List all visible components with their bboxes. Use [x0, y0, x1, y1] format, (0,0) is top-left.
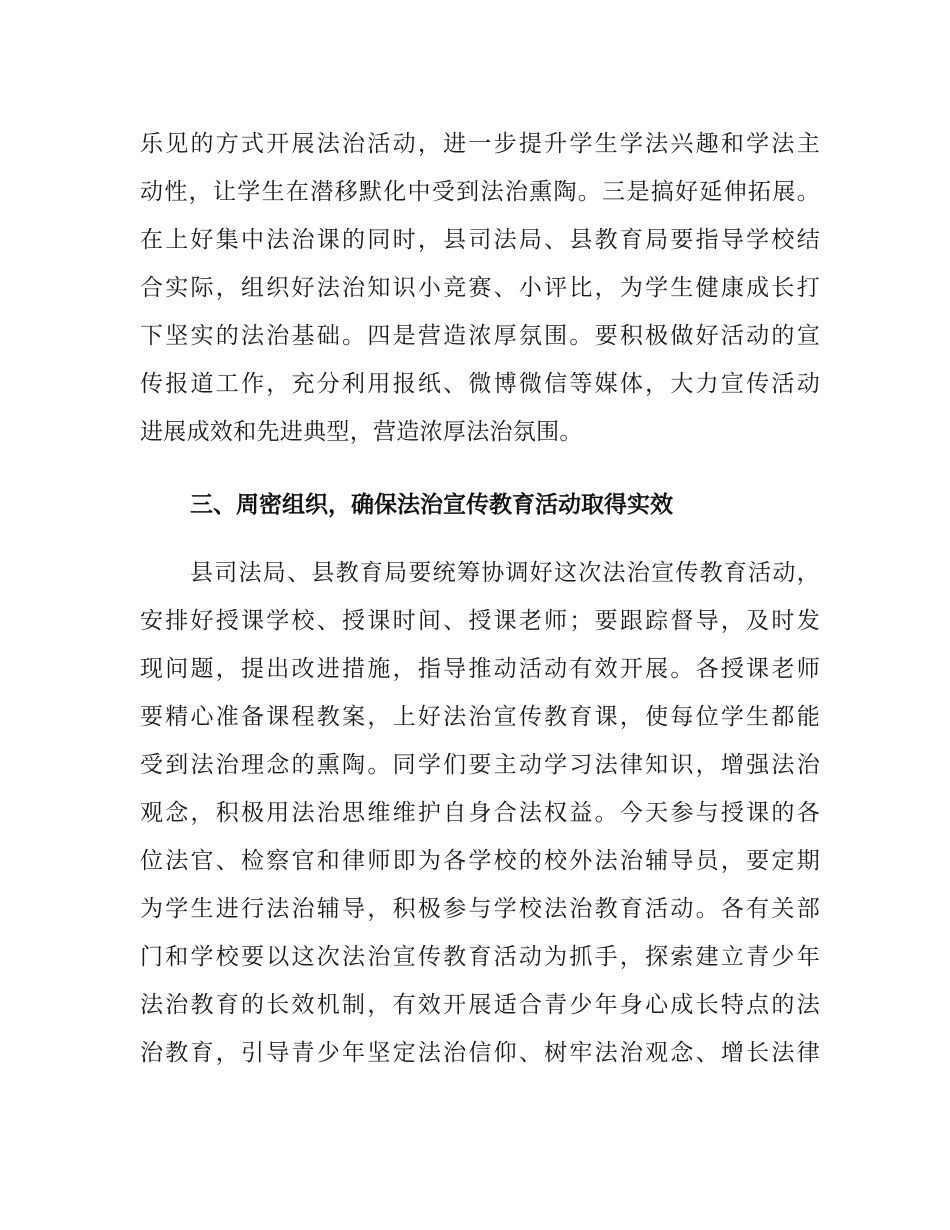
paragraph-1-line: 传报道工作，充分利用报纸、微博微信等媒体，大力宣传活动: [140, 371, 820, 397]
paragraph-2-line: 门和学校要以这次法治宣传教育活动为抓手，探索建立青少年: [140, 944, 820, 970]
paragraph-1-line: 在上好集中法治课的同时，县司法局、县教育局要指导学校结: [140, 227, 820, 253]
paragraph-2-line: 受到法治理念的熏陶。同学们要主动学习法律知识，增强法治: [140, 752, 820, 778]
paragraph-2-line: 要精心准备课程教案，上好法治宣传教育课，使每位学生都能: [140, 704, 820, 730]
paragraph-2-line: 观念，积极用法治思维维护自身合法权益。今天参与授课的各: [140, 800, 820, 826]
paragraph-1-line: 动性，让学生在潜移默化中受到法治熏陶。三是搞好延伸拓展。: [140, 179, 820, 205]
paragraph-1-line: 合实际，组织好法治知识小竞赛、小评比，为学生健康成长打: [140, 275, 820, 301]
paragraph-1-line: 下坚实的法治基础。四是营造浓厚氛围。要积极做好活动的宣: [140, 323, 820, 349]
paragraph-2-line: 为学生进行法治辅导，积极参与学校法治教育活动。各有关部: [140, 896, 820, 922]
paragraph-2-line: 治教育，引导青少年坚定法治信仰、树牢法治观念、增长法律: [140, 1040, 820, 1066]
paragraph-2-line: 法治教育的长效机制，有效开展适合青少年身心成长特点的法: [140, 992, 820, 1018]
paragraph-1-line: 进展成效和先进典型，营造浓厚法治氛围。: [140, 419, 583, 445]
paragraph-2-line: 县司法局、县教育局要统筹协调好这次法治宣传教育活动，: [190, 560, 820, 586]
paragraph-2-line: 位法官、检察官和律师即为各学校的校外法治辅导员，要定期: [140, 848, 820, 874]
paragraph-2-line: 现问题，提出改进措施，指导推动活动有效开展。各授课老师: [140, 656, 820, 682]
section-heading: 三、周密组织，确保法治宣传教育活动取得实效: [190, 492, 673, 518]
paragraph-1-line: 乐见的方式开展法治活动，进一步提升学生学法兴趣和学法主: [140, 131, 820, 157]
paragraph-2-line: 安排好授课学校、授课时间、授课老师；要跟踪督导，及时发: [140, 608, 820, 634]
